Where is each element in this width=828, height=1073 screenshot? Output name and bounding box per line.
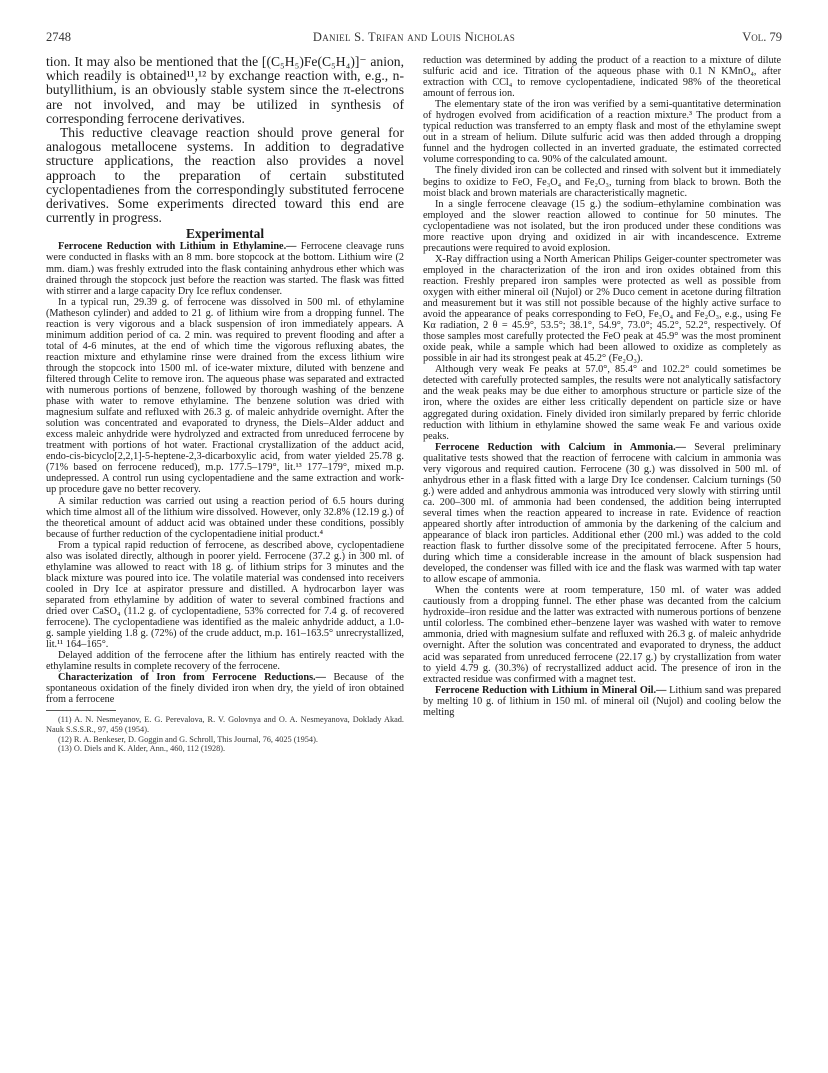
paragraph: reduction was determined by adding the product of a reaction to a mixture of dilute sulfuric acid and ice. Titration of the aqueous phase with 0.1 N KMnO₄, after extraction with CCl₄ to remove cyclopentadiene, indicated 98% of the theoretical amount of ferrous ion.	[423, 55, 781, 100]
paragraph-text: Ferrocene cleavage runs were conducted in flasks with an 8 mm. bore stopcock at the bottom. Lithium wire (2 mm. diam.) was freshly extruded into the flask containing anhydrous ether which was drained through the stopcock just before the reaction was started. The flask was fitted with stirrer and a large capacity Dry Ice reflux condenser.	[46, 241, 404, 297]
intro-text	[46, 55, 404, 225]
section-heading: Experimental	[185, 226, 265, 242]
paragraph: X-Ray diffraction using a North American Philips Geiger-counter spectrometer was employed in the characterization of the iron and iron oxides obtained from this reaction. Freshly prepared iron samples were protected as well as possible from oxygen with either mineral oil (Nujol) or 2% Duco cement in acetone during filtration and measurement but it was still not possible because of the highly active surface to avoid the appearance of peaks corresponding to FeO, Fe₃O₄ and Fe₂O₃, e.g., using Fe Kα radiation, 2 θ = 45.9°, 53.5°; 38.1°, 54.9°, 73.0°; 45.2°, 52.2°, respectively. Of those samples most carefully protected the FeO peak at 45.9° was the most prominent oxide peak, while a sample which had been allowed to oxidize as completely as possible in air had its strongest peak at 45.2° (Fe₂O₃).	[423, 253, 781, 365]
page-number: 2748	[46, 30, 71, 44]
paragraph: The elementary state of the iron was verified by a semi-quantitative determination of hydrogen evolved from acidification of a reaction mixture.³ The product from a typical reduction was transferred to an empty flask and most of the ethylamine swept out in a stream of helium. Dilute sulfuric acid was then added through a dropping funnel and the hydrogen collected in an inverted graduate, the estimated corrected volume corresponding to ca. 90% of the calculated amount.	[423, 99, 781, 166]
subsection-title: Ferrocene Reduction with Calcium in Ammonia.—	[435, 441, 686, 453]
experimental-text-continued	[423, 55, 781, 718]
subsection-title: Ferrocene Reduction with Lithium in Ethylamine.—	[58, 241, 297, 253]
paragraph	[423, 685, 781, 718]
paragraph-text: Because of the spontaneous oxidation of the finely divided iron when dry, the yield of iron obtained from a ferrocene	[46, 672, 404, 706]
running-header	[46, 30, 782, 48]
experimental-text	[46, 241, 404, 705]
paragraph: When the contents were at room temperature, 150 ml. of water was added cautiously from a dropping funnel. The ether phase was decanted from the calcium hydroxide–iron residue and the latter was extracted with numerous portions of benzene until colorless. The combined ether–benzene layer was washed with water to remove ammonia, dried with magnesium sulfate and refluxed with 26.3 g. of maleic anhydride overnight. After the solution was concentrated and evaporated to dryness, the adduct acid was separated from unreduced ferrocene (22.17 g.) by crystallization from water to yield 4.79 g. (30.3%) of recrystallized adduct acid. The presence of iron in the extracted residue was confirmed with a magnet test.	[423, 585, 781, 685]
paragraph: The finely divided iron can be collected and rinsed with solvent but it immediately begins to oxidize to FeO, Fe₃O₄ and Fe₂O₃, turning from black to brown. Both the moist black and brown materials are characteristically magnetic.	[423, 165, 781, 199]
running-title: Daniel S. Trifan and Louis Nicholas	[312, 30, 516, 44]
paragraph: Delayed addition of the ferrocene after the lithium has entirely reacted with the ethylamine results in complete recovery of the ferrocene.	[46, 650, 404, 673]
paragraph: Although very weak Fe peaks at 57.0°, 85.4° and 102.2° could sometimes be detected with carefully protected samples, the results were not analytically satisfactory and the weak peaks may be due either to amorphous structure or particle size of the iron, where the oxides are either less critically dependent on particle size or have aggregated during oxidation. Finely divided iron similarly prepared by ferric chloride reduction with lithium in ethylamine showed the same weak Fe and various oxide peaks.	[423, 364, 781, 442]
paragraph: tion. It may also be mentioned that the [(C₅H₅)Fe(C₅H₄)]⁻ anion, which readily is obtained¹¹,¹² by exchange reaction with, e.g., n-butyllithium, is an obviously stable system since the π-electrons are not involved, and may be utilized in synthesis of corresponding ferrocene derivatives.	[46, 55, 404, 126]
paragraph-text: Lithium sand was prepared by melting 10 g. of lithium in 150 ml. of mineral oil (Nujol) and cooling below the melting	[423, 684, 781, 718]
subsection-title: Characterization of Iron from Ferrocene Reductions.—	[58, 672, 326, 684]
right-column	[423, 55, 781, 1063]
paragraph	[423, 442, 781, 586]
paragraph: In a single ferrocene cleavage (15 g.) the sodium–ethylamine combination was employed and the slower reaction allowed to continue for 50 minutes. The cyclopentadiene was not isolated, but the iron produced under these conditions was more reactive upon drying and oxidized in air with incandescence. Extreme precautions were required to avoid explosion.	[423, 198, 781, 254]
paragraph: From a typical rapid reduction of ferrocene, as described above, cyclopentadiene also was isolated directly, although in poorer yield. Ferrocene (37.2 g.) in 300 ml. of ethylamine was allowed to react with 18 g. of lithium strips for 3 minutes and the black mixture was poured into ice. The volatile material was condensed into receivers cooled in Dry Ice at aspirator pressure and distilled. A hydrocarbon layer was separated from ethylamine by addition of water to several combined fractions and dried over CaSO₄ (11.2 g. of cyclopentadiene, 53% corrected for 7.4 g. of recovered ferrocene). The cyclopentadiene was identified as the maleic anhydride adduct, a 1.0-g. sample yielding 1.8 g. (72%) of the crude adduct, m.p. 161–163.5° unrecrystallized, lit.¹¹ 164–165°.	[46, 539, 404, 651]
paragraph: A similar reduction was carried out using a reaction period of 6.5 hours during which time almost all of the lithium wire dissolved. However, only 32.8% (12.19 g.) of the theoretical amount of adduct acid was obtained under these conditions, possibly because of further reduction of the cyclopentadiene initial product.⁴	[46, 495, 404, 540]
paragraph	[46, 672, 404, 705]
subsection-title: Ferrocene Reduction with Lithium in Mineral Oil.—	[435, 684, 667, 696]
paragraph: This reductive cleavage reaction should prove general for analogous metallocene systems. In addition to degradative structure applications, the reaction also provides a novel approach to the preparation of certain substituted cyclopentadienes from the correspondingly substituted ferrocene derivatives. Some experiments directed toward this end are currently in progress.	[46, 125, 404, 226]
paragraph	[46, 241, 404, 296]
footnote: (12) R. A. Benkeser, D. Goggin and G. Schroll, This Journal, 76, 4025 (1954).	[58, 734, 318, 744]
paragraph: In a typical run, 29.39 g. of ferrocene was dissolved in 500 ml. of ethylamine (Matheson cylinder) and added to 21 g. of lithium wire from a dropping funnel. The reaction is very vigorous and a black suspension of iron immediately appears. A minimum addition period of ca. 2 min. was required to prevent flooding and after a total of 4-6 minutes, at the end of which time the vigorous refluxing abates, the reaction mixture and ethylamine rinse were drained from the excess lithium wire through the stopcock into 1500 ml. of ice-water mixture, diluted with benzene and filtered through Celite to remove iron. The aqueous phase was separated and extracted with numerous portions of benzene, followed by thorough washing of the benzene phase with water to remove ethylamine. The benzene solution was dried with magnesium sulfate and refluxed with 26.3 g. of maleic anhydride overnight. After the solution was concentrated and evaporated to dryness, the Diels–Alder adduct and excess maleic anhydride were hydrolyzed and extracted from unreduced ferrocene by treatment with portions of hot water. Fractional crystallization of the adduct acid, endo-cis-bicyclo[2,2,1]-5-heptene-2,3-dicarboxylic acid, from water yielded 25.78 g. (71% based on ferrocene reduced), m.p. 177.5–179°, lit.¹³ 177–179°, mixed m.p. undepressed. A control run using cyclopentadiene and the same extraction and work-up procedure gave no better recovery.	[46, 296, 404, 496]
volume-label: Vol. 79	[742, 30, 782, 44]
footnote: (11) A. N. Nesmeyanov, E. G. Perevalova, R. V. Golovnya and O. A. Nesmeyanova, Doklady Akad. Nauk S.S.S.R., 97, 459 (1954).	[46, 715, 404, 734]
footnote-divider	[46, 710, 116, 711]
left-column	[46, 55, 404, 1055]
paragraph-text: Several preliminary qualitative tests showed that the reaction of ferrocene with calcium in ammonia was very vigorous and required caution. Ferrocene (30 g.) was dissolved in 500 ml. of anhydrous ether in a flask fitted with a large Dry Ice condenser. Calcium turnings (50 g.) were added and anhydrous ammonia was introduced very slowly with stirring until ca. 200–300 ml. of ammonia had been condensed, the addition being interrupted several times when the reaction appeared to increase in rate. Evidence of reaction appeared shortly after introduction of ammonia by the darkening of the calcium and appearance of black iron particles. Additional ether (200 ml.) was added to the cold reaction flask to further dissolve some of the precipitated ferrocene. After 5 hours, during which time a considerable increase in the amount of black suspension had developed, the condenser was filled with ice and the flask was warmed with tap water to allow escape of ammonia.	[423, 441, 781, 586]
footnotes	[46, 715, 404, 753]
footnote: (13) O. Diels and K. Alder, Ann., 460, 112 (1928).	[58, 744, 226, 754]
